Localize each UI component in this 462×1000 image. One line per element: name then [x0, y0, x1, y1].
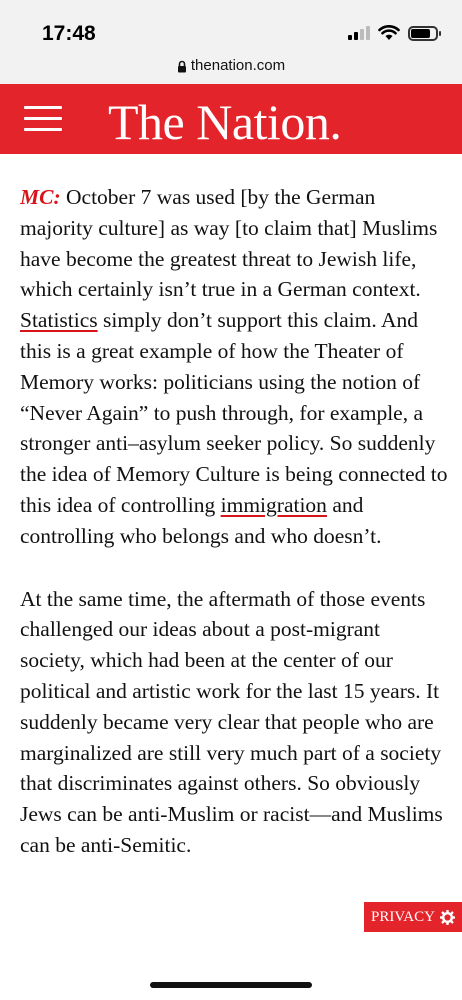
address-bar[interactable]: [0, 56, 462, 84]
paragraph-text: and controlling who belongs and who doesn’t.: [20, 492, 382, 548]
speaker-label: MC:: [20, 185, 61, 209]
privacy-button[interactable]: [364, 902, 462, 932]
status-time: 17:48: [42, 22, 96, 45]
cellular-signal-icon: [348, 26, 370, 40]
status-icons: [348, 25, 438, 41]
paragraph-text: simply don’t support this claim. And this is a great example of how the Theater of Memory works: politicians using the notion of “Never Again” to push through, for example, a stronger anti–asylum seeker policy. So suddenly the idea of Memory Culture is being connected to this idea of controlling: [20, 308, 448, 517]
article-body: [20, 182, 450, 861]
site-header: [0, 84, 462, 154]
url-text[interactable]: thenation.com: [190, 57, 286, 74]
menu-icon[interactable]: [24, 106, 62, 132]
article-paragraph: [20, 182, 450, 552]
lock-icon: [177, 60, 187, 73]
battery-icon: [408, 26, 438, 41]
wifi-icon: [378, 25, 400, 41]
paragraph-text: October 7 was used [by the German majority culture] as way [to claim that] Muslims have become the greatest threat to Jewish life, which certainly isn’t true in a German context.: [20, 185, 438, 302]
article-paragraph: At the same time, the aftermath of those events challenged our ideas about a post-migrant society, which had been at the center of our political and artistic work for the last 15 years. It suddenly became very clear that people who are marginalized are still very much part of a society that discriminates against others. So obviously Jews can be anti-Muslim or racist—and Muslims can be anti-Semitic.: [20, 586, 443, 857]
home-indicator[interactable]: [150, 982, 312, 988]
gear-icon: [440, 910, 455, 925]
privacy-label: PRIVACY: [371, 908, 435, 925]
statistics-link[interactable]: Statistics: [20, 308, 98, 333]
site-logo[interactable]: The Nation.: [108, 94, 342, 150]
status-bar: [0, 0, 462, 56]
immigration-link[interactable]: immigration: [220, 492, 327, 517]
